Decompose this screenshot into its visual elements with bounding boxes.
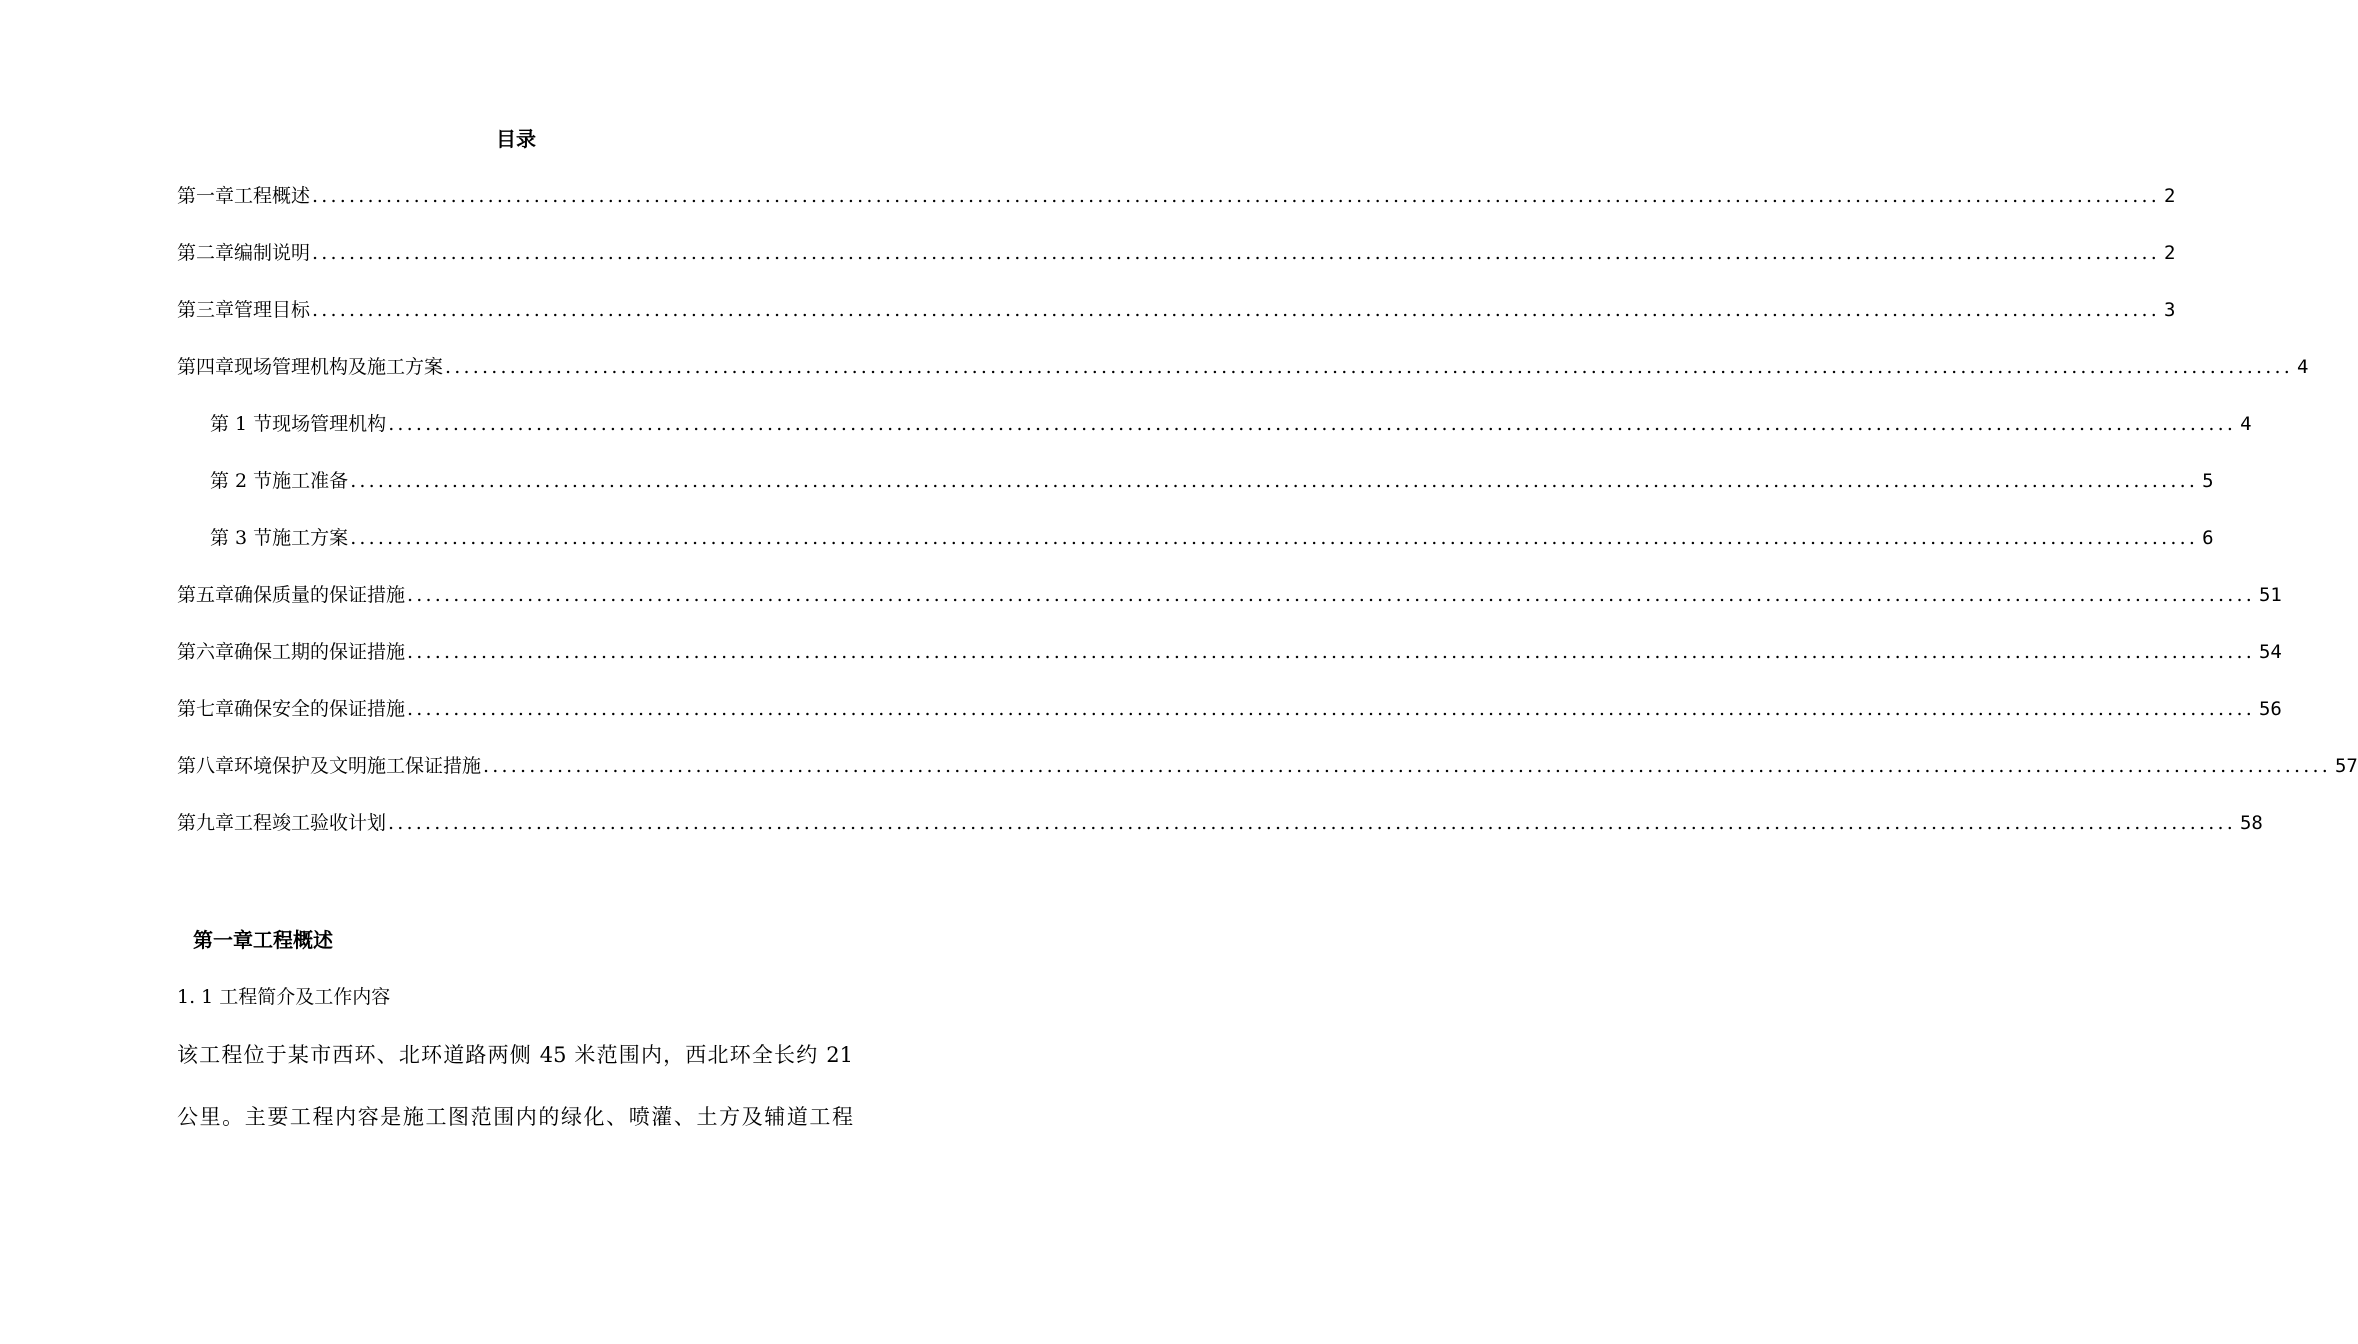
toc-leader-dots: ........................................................................................................................................................................................................	[407, 584, 2255, 606]
toc-entry[interactable]	[177, 637, 2282, 667]
toc-entry[interactable]	[177, 295, 2176, 325]
toc-entry-title: 确保质量的保证措施	[234, 584, 406, 606]
toc-entry-title: 工程概述	[234, 185, 311, 207]
toc-leader-dots: ........................................................................................................................................................................................................	[407, 641, 2255, 663]
toc-entry-chapter: 第九章	[177, 812, 235, 834]
toc-entry-page: 57	[2334, 755, 2358, 777]
toc-entry-title: 管理目标	[234, 299, 311, 321]
toc-entry-chapter: 第六章	[177, 641, 235, 663]
toc-leader-dots: ........................................................................................................................................................................................................	[388, 413, 2237, 435]
toc-entry-chapter: 第四章	[177, 356, 235, 378]
toc-entry-title: 施工准备	[272, 470, 349, 492]
toc-entry[interactable]	[177, 808, 2263, 838]
toc-subentry[interactable]	[210, 523, 2214, 553]
toc-leader-dots: ........................................................................................................................................................................................................	[350, 470, 2199, 492]
toc-entry-page: 2	[2163, 242, 2176, 264]
toc-entry-title: 工程竣工验收计划	[234, 812, 387, 834]
toc-entry[interactable]	[177, 694, 2282, 724]
toc-leader-dots: ........................................................................................................................................................................................................	[483, 755, 2331, 777]
toc-entry-title: 确保工期的保证措施	[234, 641, 406, 663]
toc-entry-title: 确保安全的保证措施	[234, 698, 406, 720]
toc-entry-page: 3	[2163, 299, 2176, 321]
section-subheading: 1. 1 工程简介及工作内容	[177, 986, 391, 1008]
toc-title: 目录	[496, 127, 536, 151]
toc-entry-page: 5	[2202, 470, 2214, 492]
toc-entry-section: 第 2 节	[210, 470, 273, 492]
toc-entry-page: 2	[2163, 185, 2176, 207]
body-text-line: 公里。主要工程内容是施工图范围内的绿化、喷灌、土方及辅道工程	[177, 1105, 853, 1129]
toc-entry-page: 4	[2240, 413, 2252, 435]
toc-entry-page: 54	[2258, 641, 2282, 663]
toc-leader-dots: ........................................................................................................................................................................................................	[312, 242, 2160, 264]
toc-leader-dots: ........................................................................................................................................................................................................	[388, 812, 2236, 834]
toc-entry-page: 58	[2239, 812, 2263, 834]
toc-entry[interactable]	[177, 181, 2176, 211]
toc-entry-page: 56	[2258, 698, 2282, 720]
toc-entry[interactable]	[177, 352, 2309, 382]
toc-leader-dots: ........................................................................................................................................................................................................	[407, 698, 2255, 720]
toc-entry-page: 4	[2296, 356, 2309, 378]
toc-entry-section: 第 1 节	[210, 413, 273, 435]
toc-entry-title: 编制说明	[234, 242, 311, 264]
toc-entry-chapter: 第三章	[177, 299, 235, 321]
toc-entry[interactable]	[177, 238, 2176, 268]
toc-entry-page: 51	[2258, 584, 2282, 606]
toc-leader-dots: ........................................................................................................................................................................................................	[312, 299, 2160, 321]
chapter-heading: 第一章工程概述	[193, 928, 333, 952]
toc-leader-dots: ........................................................................................................................................................................................................	[445, 356, 2293, 378]
toc-subentry[interactable]	[210, 466, 2214, 496]
toc-entry-title: 现场管理机构	[272, 413, 387, 435]
toc-leader-dots: ........................................................................................................................................................................................................	[350, 527, 2199, 549]
toc-entry-chapter: 第七章	[177, 698, 235, 720]
toc-entry-title: 环境保护及文明施工保证措施	[234, 755, 482, 777]
toc-entry-title: 施工方案	[272, 527, 349, 549]
toc-entry-chapter: 第二章	[177, 242, 235, 264]
toc-entry-chapter: 第五章	[177, 584, 235, 606]
toc-leader-dots: ........................................................................................................................................................................................................	[312, 185, 2160, 207]
toc-entry-title: 现场管理机构及施工方案	[234, 356, 444, 378]
toc-subentry[interactable]	[210, 409, 2252, 439]
toc-entry-page: 6	[2202, 527, 2214, 549]
toc-entry-section: 第 3 节	[210, 527, 273, 549]
toc-entry[interactable]	[177, 751, 2358, 781]
toc-entry[interactable]	[177, 580, 2282, 610]
body-text-line: 该工程位于某市西环、北环道路两侧 45 米范围内，西北环全长约 21	[177, 1043, 853, 1067]
toc-entry-chapter: 第八章	[177, 755, 235, 777]
toc-entry-chapter: 第一章	[177, 185, 235, 207]
